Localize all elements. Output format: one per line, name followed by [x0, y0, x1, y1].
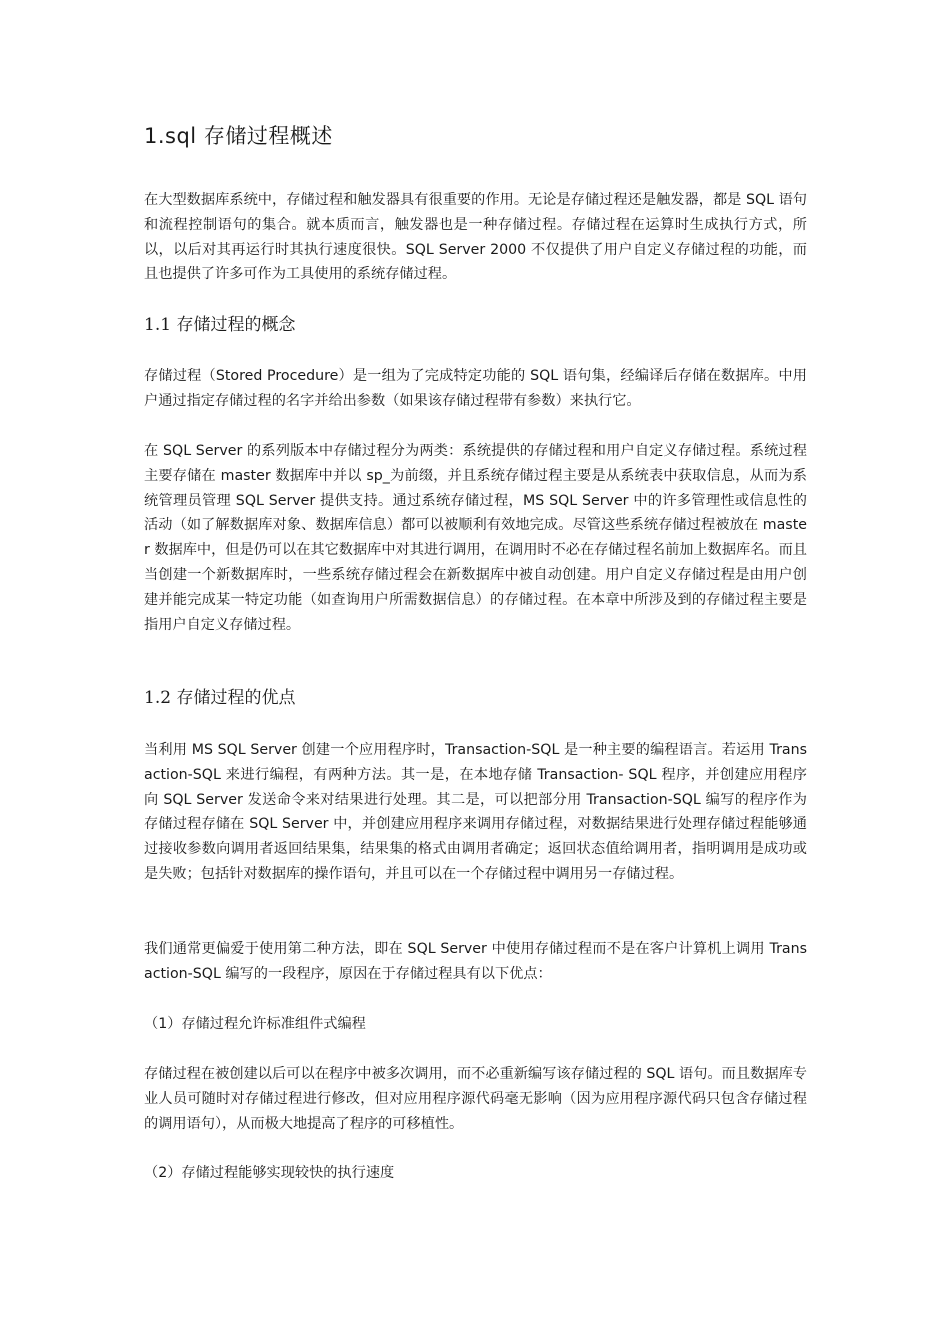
section-heading-1-2: 1.2 存储过程的优点 — [144, 688, 296, 708]
intro-paragraph: 在大型数据库系统中，存储过程和触发器具有很重要的作用。无论是存储过程还是触发器，都是 SQL 语句和流程控制语句的集合。就本质而言，触发器也是一种存储过程。存储过程在运算时生成执行方式，所以，以后对其再运行时其执行速度很快。SQL Server 2000 不仅提供了用户自定义存储过程的功能，而且也提供了许多可作为工具使用的系统存储过程。 — [144, 192, 807, 283]
section-1-1-paragraph-2: 在 SQL Server 的系列版本中存储过程分为两类：系统提供的存储过程和用户自定义存储过程。系统过程主要存储在 master 数据库中并以 sp_为前缀，并且系统存储过程主要是从系统表中获取信息，从而为系统管理员管理 SQL Server 提供支持。通过系统存储过程，MS SQL Server 中的许多管理性或信息性的活动（如了解数据库对象、数据库信息）都可以被顺利有效地完成。尽管这些系统存储过程被放在 master 数据库中，但是仍可以在其它数据库中对其进行调用，在调用时不必在存储过程名前加上数据库名。而且当创建一个新数据库时，一些系统存储过程会在新数据库中被自动创建。用户自定义存储过程是由用户创建并能完成某一特定功能（如查询用户所需数据信息）的存储过程。在本章中所涉及到的存储过程主要是指用户自定义存储过程。 — [144, 443, 807, 633]
section-1-2-paragraph-1: 当利用 MS SQL Server 创建一个应用程序时，Transaction-SQL 是一种主要的编程语言。若运用 Transaction-SQL 来进行编程，有两种方法。其一是，在本地存储 Transaction- SQL 程序，并创建应用程序向 SQL Server 发送命令来对结果进行处理。其二是，可以把部分用 Transaction-SQL 编写的程序作为存储过程存储在 SQL Server 中，并创建应用程序来调用存储过程，对数据结果进行处理存储过程能够通过接收参数向调用者返回结果集，结果集的格式由调用者确定；返回状态值给调用者，指明调用是成功或是失败；包括针对数据库的操作语句，并且可以在一个存储过程中调用另一存储过程。 — [144, 742, 807, 882]
section-1-1-paragraph-1: 存储过程（Stored Procedure）是一组为了完成特定功能的 SQL 语句集，经编译后存储在数据库。中用户通过指定存储过程的名字并给出参数（如果该存储过程带有参数）来执行它。 — [144, 368, 807, 409]
list-item-2-heading: （2）存储过程能够实现较快的执行速度 — [144, 1165, 395, 1181]
section-heading-1-1: 1.1 存储过程的概念 — [144, 315, 296, 335]
section-1-2-paragraph-2: 我们通常更偏爱于使用第二种方法，即在 SQL Server 中使用存储过程而不是在客户计算机上调用 Transaction-SQL 编写的一段程序，原因在于存储过程具有以下优点： — [144, 941, 807, 982]
list-item-1-body: 存储过程在被创建以后可以在程序中被多次调用，而不必重新编写该存储过程的 SQL 语句。而且数据库专业人员可随时对存储过程进行修改，但对应用程序源代码毫无影响（因为应用程序源代码只包含存储过程的调用语句），从而极大地提高了程序的可移植性。 — [144, 1066, 807, 1132]
document-title: 1.sql 存储过程概述 — [144, 124, 333, 148]
list-item-1-heading: （1）存储过程允许标准组件式编程 — [144, 1016, 366, 1032]
